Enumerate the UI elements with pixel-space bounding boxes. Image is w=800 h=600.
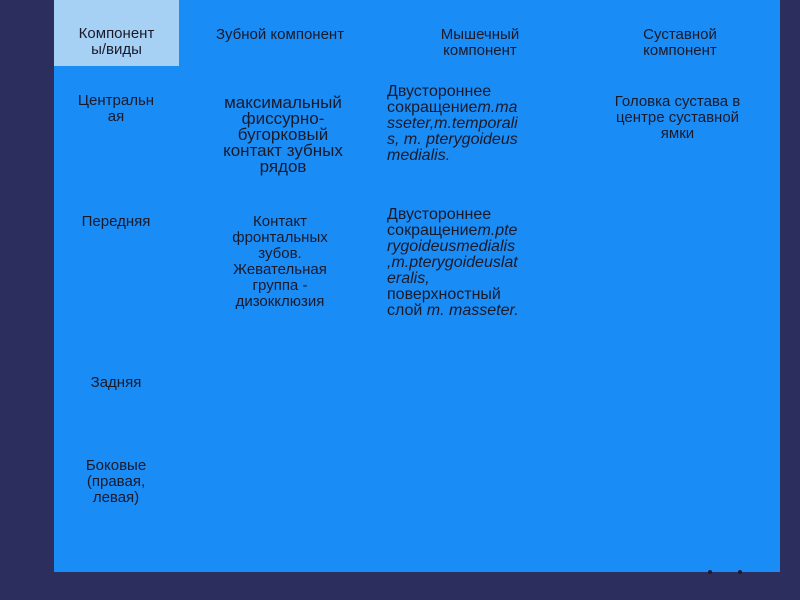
decorative-marks xyxy=(700,560,760,580)
tooth-anterior-line: дизокклюзия xyxy=(235,293,325,310)
muscle-central-latin: medialis. xyxy=(387,147,451,164)
tooth-anterior-line: группа - xyxy=(252,277,308,294)
joint-central-line: центре суставной xyxy=(615,109,740,126)
row-label-posterior: Задняя xyxy=(90,374,142,391)
muscle-central xyxy=(387,84,572,164)
header-components-line1: Компонент xyxy=(78,25,155,42)
muscle-anterior-text: сокращение xyxy=(387,222,478,239)
row-label-lateral-line: Боковые xyxy=(85,457,147,474)
muscle-anterior xyxy=(387,207,572,319)
muscle-central-latin: sseter,m.temporali xyxy=(387,115,518,132)
joint-central-line: Головка сустава в xyxy=(614,93,741,110)
header-cell-components xyxy=(54,0,179,66)
muscle-anterior-text: поверхностный xyxy=(387,286,501,303)
header-muscle-line2: компонент xyxy=(443,42,517,59)
muscle-anterior-latin: ,m.pterygoideuslat xyxy=(387,254,518,271)
tooth-central xyxy=(193,95,373,175)
header-joint-line2: компонент xyxy=(643,42,717,59)
tooth-central-line: бугорковый xyxy=(237,125,329,144)
row-label-lateral-line: левая) xyxy=(92,489,140,506)
header-muscle-component xyxy=(400,27,560,59)
muscle-anterior-text: слой xyxy=(387,302,427,319)
muscle-anterior-latin: eralis, xyxy=(387,270,430,287)
joint-central-line: ямки xyxy=(660,125,695,142)
tooth-anterior-line: фронтальных xyxy=(232,229,328,246)
row-label-central xyxy=(60,93,172,125)
header-joint-line1: Суставной xyxy=(643,26,717,43)
header-joint-component xyxy=(600,27,760,59)
tooth-anterior-line: зубов. xyxy=(258,245,302,262)
tooth-anterior-line: Контакт xyxy=(252,213,307,230)
muscle-central-text: сокращение xyxy=(387,99,478,116)
row-label-anterior: Передняя xyxy=(81,213,151,230)
muscle-central-latin: s, m. pterygoideus xyxy=(387,131,518,148)
tooth-central-line: контакт зубных xyxy=(223,141,343,160)
decorative-marks-icon xyxy=(700,560,760,580)
header-muscle-line1: Мышечный xyxy=(440,26,520,43)
tooth-central-line: фиссурно- xyxy=(241,109,325,128)
muscle-anterior-latin: m. masseter. xyxy=(426,302,519,319)
muscle-central-latin: m.ma xyxy=(477,99,518,116)
tooth-central-line: максимальный xyxy=(224,93,342,112)
muscle-anterior-text: Двустороннее xyxy=(387,206,492,223)
header-components-line2: ы/виды xyxy=(91,41,142,58)
row-label-central-line1: Центральн xyxy=(77,92,155,109)
row-label-lateral xyxy=(60,458,172,506)
joint-central xyxy=(590,94,765,142)
muscle-central-text: Двустороннее xyxy=(387,83,492,100)
tooth-anterior-line: Жевательная xyxy=(233,261,327,278)
tooth-central-line: рядов xyxy=(259,157,307,176)
header-components-label xyxy=(60,26,173,58)
row-label-lateral-line: (правая, xyxy=(86,473,146,490)
tooth-anterior xyxy=(200,214,360,310)
header-tooth-component: Зубной компонент xyxy=(215,26,345,43)
row-label-central-line2: ая xyxy=(107,108,125,125)
muscle-anterior-latin: m.pte xyxy=(477,222,518,239)
muscle-anterior-latin: rygoideusmedialis xyxy=(387,238,516,255)
